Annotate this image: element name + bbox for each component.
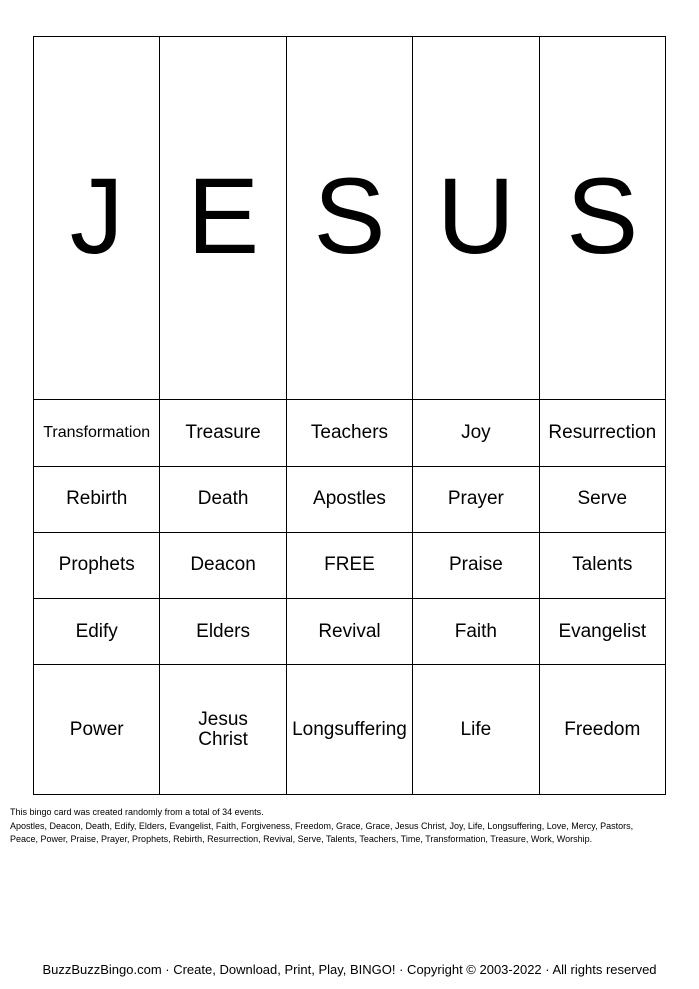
note-events-line: Apostles, Deacon, Death, Edify, Elders, Evangelist, Faith, Forgiveness, Freedom, Grace, Grace, Jesus Christ, Joy, Life, Longsuffering, Love, Mercy, Pastors, [10, 820, 634, 831]
note-summary: This bingo card was created randomly from a total of 34 events. [10, 807, 264, 817]
card-row [34, 665, 666, 795]
card-cell: Longsuffering [286, 665, 412, 795]
card-cell: Praise [413, 532, 539, 598]
free-space-cell: FREE [286, 532, 412, 598]
card-row [34, 599, 666, 665]
header-letter: S [286, 37, 412, 400]
card-cell: Joy [413, 400, 539, 466]
card-cell: Revival [286, 599, 412, 665]
card-row [34, 400, 666, 466]
card-cell: Treasure [160, 400, 286, 466]
footer-copyright: BuzzBuzzBingo.com · Create, Download, Print, Play, BINGO! · Copyright © 2003-2022 · All rights reserved [42, 962, 657, 977]
header-letter: S [539, 37, 665, 400]
header-letter: J [34, 37, 160, 400]
card-cell: Deacon [160, 532, 286, 598]
card-cell: Talents [539, 532, 665, 598]
event-list-note [10, 806, 690, 847]
card-cell: Evangelist [539, 599, 665, 665]
card-cell: Teachers [286, 400, 412, 466]
card-cell: Elders [160, 599, 286, 665]
card-cell: Prophets [34, 532, 160, 598]
card-cell: Death [160, 466, 286, 532]
card-cell: Faith [413, 599, 539, 665]
card-row [34, 466, 666, 532]
card-cell: Serve [539, 466, 665, 532]
header-row [34, 37, 666, 400]
card-cell: Edify [34, 599, 160, 665]
card-cell: Prayer [413, 466, 539, 532]
card-cell: Apostles [286, 466, 412, 532]
header-letter: E [160, 37, 286, 400]
card-cell: Transformation [34, 400, 160, 466]
bingo-card [33, 36, 666, 795]
card-cell: Freedom [539, 665, 665, 795]
card-cell: Jesus Christ [160, 665, 286, 795]
note-events-line: Peace, Power, Praise, Prayer, Prophets, Rebirth, Resurrection, Revival, Serve, Talents, Teachers, Time, Transformation, Treasure, Work, Worship. [10, 834, 593, 844]
card-cell: Resurrection [539, 400, 665, 466]
header-letter: U [413, 37, 539, 400]
card-cell: Power [34, 665, 160, 795]
card-cell: Life [413, 665, 539, 795]
card-cell: Rebirth [34, 466, 160, 532]
card-row [34, 532, 666, 598]
